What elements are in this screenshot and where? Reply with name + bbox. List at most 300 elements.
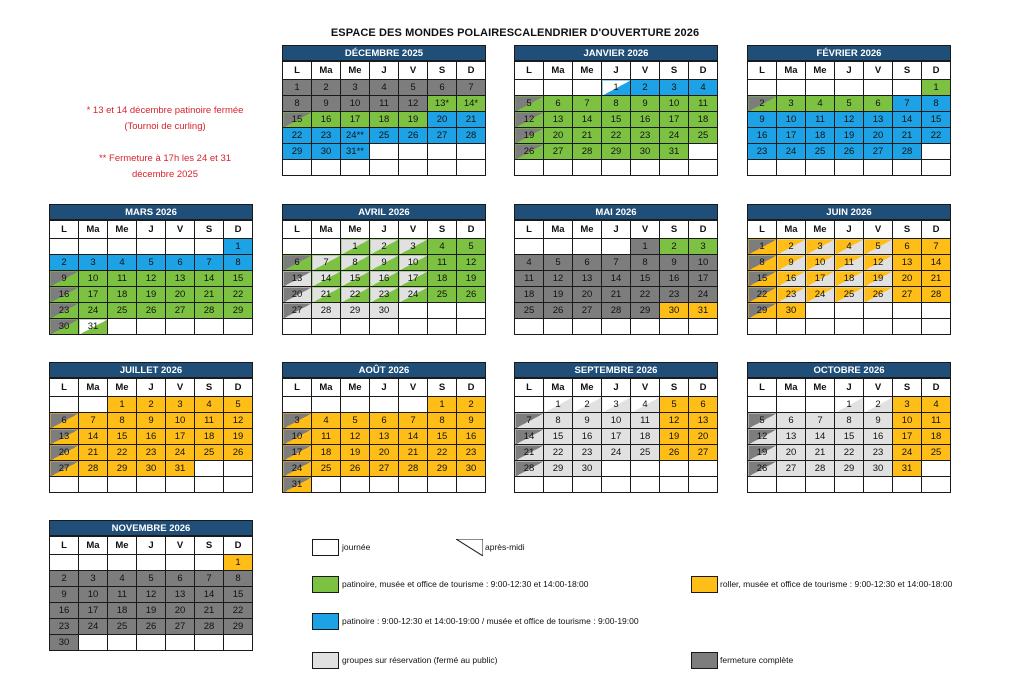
month-calendar: [514, 45, 718, 176]
weekday-label: V: [399, 379, 428, 397]
day-cell: 18: [835, 271, 864, 287]
day-cell: 13: [573, 271, 602, 287]
day-cell: 11: [428, 255, 457, 271]
day-cell: 17: [341, 112, 370, 128]
empty-cell: [283, 239, 312, 255]
day-cell: 25: [428, 287, 457, 303]
weekday-label: J: [602, 62, 631, 80]
day-cell: 23: [137, 445, 166, 461]
empty-cell: [777, 319, 806, 335]
day-cell: 17: [893, 429, 922, 445]
empty-cell: [370, 144, 399, 160]
day-cell: 24: [689, 287, 718, 303]
day-cell: 6: [370, 413, 399, 429]
day-cell: 27: [864, 144, 893, 160]
empty-cell: [806, 397, 835, 413]
day-cell: 3: [689, 239, 718, 255]
day-cell: 11: [631, 413, 660, 429]
empty-cell: [399, 477, 428, 493]
weekday-label: Me: [108, 379, 137, 397]
weekday-label: L: [515, 221, 544, 239]
day-cell: 22: [428, 445, 457, 461]
weekday-label: S: [428, 62, 457, 80]
day-cell: 4: [689, 80, 718, 96]
empty-cell: [399, 397, 428, 413]
empty-cell: [79, 397, 108, 413]
empty-cell: [806, 319, 835, 335]
day-cell: 21: [195, 603, 224, 619]
month-grid: [282, 220, 486, 335]
empty-cell: [312, 477, 341, 493]
day-cell: 8: [224, 255, 253, 271]
day-cell: 12: [137, 587, 166, 603]
day-cell: 22: [283, 128, 312, 144]
month-grid: [49, 378, 253, 493]
day-cell: 9: [137, 413, 166, 429]
day-cell: 29: [602, 144, 631, 160]
empty-cell: [195, 635, 224, 651]
day-cell: 4: [631, 397, 660, 413]
weekday-label: D: [457, 221, 486, 239]
day-cell: 1: [602, 80, 631, 96]
day-cell: 20: [50, 445, 79, 461]
weekday-label: V: [631, 62, 660, 80]
empty-cell: [544, 80, 573, 96]
legend-label-patinoire-musee: patinoire, musée et office de tourisme : 9:00-12:30 et 14:00-18:00: [342, 579, 589, 589]
day-cell: 31: [689, 303, 718, 319]
empty-cell: [428, 160, 457, 176]
day-cell: 23: [573, 445, 602, 461]
day-cell: 20: [689, 429, 718, 445]
weekday-label: Me: [806, 221, 835, 239]
empty-cell: [457, 144, 486, 160]
day-cell: 23: [312, 128, 341, 144]
day-cell: 2: [864, 397, 893, 413]
empty-cell: [137, 319, 166, 335]
day-cell: 7: [457, 80, 486, 96]
day-cell: 11: [108, 271, 137, 287]
empty-cell: [79, 239, 108, 255]
day-cell: 25: [806, 144, 835, 160]
day-cell: 5: [457, 239, 486, 255]
empty-cell: [573, 477, 602, 493]
day-cell: 11: [108, 587, 137, 603]
day-cell: 24: [283, 461, 312, 477]
day-cell: 13: [777, 429, 806, 445]
day-cell: 13: [283, 271, 312, 287]
day-cell: 3: [806, 239, 835, 255]
day-cell: 12: [660, 413, 689, 429]
weekday-label: L: [515, 62, 544, 80]
note-line: * 13 et 14 décembre patinoire fermée: [86, 105, 244, 116]
day-cell: 9: [50, 271, 79, 287]
day-cell: 16: [137, 429, 166, 445]
empty-cell: [835, 160, 864, 176]
day-cell: 7: [893, 96, 922, 112]
weekday-label: Me: [573, 62, 602, 80]
empty-cell: [515, 80, 544, 96]
day-cell: 28: [806, 461, 835, 477]
day-cell: 21: [312, 287, 341, 303]
day-cell: 3: [602, 397, 631, 413]
empty-cell: [79, 555, 108, 571]
day-cell: 18: [428, 271, 457, 287]
day-cell: 3: [777, 96, 806, 112]
weekday-label: J: [835, 379, 864, 397]
month-grid: [49, 220, 253, 335]
day-cell: 9: [573, 413, 602, 429]
weekday-label: D: [457, 62, 486, 80]
empty-cell: [864, 80, 893, 96]
day-cell: 26: [544, 303, 573, 319]
weekday-label: L: [748, 379, 777, 397]
day-cell: 3: [79, 571, 108, 587]
day-cell: 19: [137, 603, 166, 619]
day-cell: 1: [544, 397, 573, 413]
day-cell: 17: [399, 271, 428, 287]
day-cell: 19: [748, 445, 777, 461]
day-cell: 2: [573, 397, 602, 413]
empty-cell: [864, 160, 893, 176]
day-cell: 29: [428, 461, 457, 477]
day-cell: 20: [428, 112, 457, 128]
empty-cell: [428, 303, 457, 319]
month-header: NOVEMBRE 2026: [49, 520, 253, 536]
day-cell: 21: [515, 445, 544, 461]
day-cell: 19: [515, 128, 544, 144]
legend-label-patinoire-only: patinoire : 9:00-12:30 et 14:00-19:00 / musée et office de tourisme : 9:00-19:00: [342, 616, 639, 626]
weekday-label: Me: [108, 221, 137, 239]
legend-swatch-roller: [691, 576, 718, 593]
day-cell: 28: [573, 144, 602, 160]
day-cell: 10: [777, 112, 806, 128]
day-cell: 30: [312, 144, 341, 160]
day-cell: 6: [544, 96, 573, 112]
empty-cell: [341, 319, 370, 335]
weekday-label: D: [224, 537, 253, 555]
day-cell: 7: [806, 413, 835, 429]
weekday-label: D: [689, 221, 718, 239]
empty-cell: [515, 477, 544, 493]
empty-cell: [544, 477, 573, 493]
weekday-label: Me: [108, 537, 137, 555]
day-cell: 15: [108, 429, 137, 445]
day-cell: 24: [166, 445, 195, 461]
day-cell: 3: [166, 397, 195, 413]
day-cell: 8: [224, 571, 253, 587]
day-cell: 26: [835, 144, 864, 160]
weekday-label: L: [283, 379, 312, 397]
weekday-label: Ma: [777, 379, 806, 397]
day-cell: 31: [166, 461, 195, 477]
empty-cell: [108, 477, 137, 493]
day-cell: 14: [515, 429, 544, 445]
day-cell: 16: [370, 271, 399, 287]
day-cell: 7: [922, 239, 951, 255]
month-grid: [747, 220, 951, 335]
empty-cell: [544, 160, 573, 176]
day-cell: 22: [602, 128, 631, 144]
day-cell: 8: [631, 255, 660, 271]
month-calendar: [747, 362, 951, 493]
day-cell: 24: [806, 287, 835, 303]
day-cell: 23: [777, 287, 806, 303]
empty-cell: [108, 555, 137, 571]
day-cell: 23: [370, 287, 399, 303]
day-cell: 11: [515, 271, 544, 287]
day-cell: 17: [79, 603, 108, 619]
empty-cell: [399, 160, 428, 176]
day-cell: 14: [195, 587, 224, 603]
day-cell: 4: [370, 80, 399, 96]
weekday-label: V: [864, 62, 893, 80]
month-calendar: [747, 204, 951, 335]
day-cell: 19: [224, 429, 253, 445]
day-cell: 8: [544, 413, 573, 429]
day-cell: 28: [457, 128, 486, 144]
day-cell: 23: [50, 619, 79, 635]
empty-cell: [224, 477, 253, 493]
day-cell: 28: [312, 303, 341, 319]
weekday-label: V: [399, 62, 428, 80]
empty-cell: [922, 477, 951, 493]
weekday-label: V: [166, 379, 195, 397]
month-grid: [514, 220, 718, 335]
day-cell: 26: [137, 303, 166, 319]
month-grid: [514, 378, 718, 493]
weekday-label: Ma: [312, 379, 341, 397]
empty-cell: [864, 319, 893, 335]
day-cell: 4: [108, 571, 137, 587]
note-line: (Tournoi de curling): [124, 121, 206, 132]
day-cell: 15: [922, 112, 951, 128]
empty-cell: [224, 461, 253, 477]
day-cell: 15: [224, 271, 253, 287]
weekday-label: S: [893, 221, 922, 239]
day-cell: 5: [224, 397, 253, 413]
day-cell: 15: [224, 587, 253, 603]
day-cell: 4: [108, 255, 137, 271]
legend-swatch-fermeture: [691, 652, 718, 669]
day-cell: 14: [602, 271, 631, 287]
day-cell: 27: [166, 619, 195, 635]
day-cell: 1: [283, 80, 312, 96]
day-cell: 10: [602, 413, 631, 429]
day-cell: 9: [748, 112, 777, 128]
weekday-label: V: [631, 379, 660, 397]
empty-cell: [835, 303, 864, 319]
empty-cell: [922, 319, 951, 335]
month-calendar: [514, 362, 718, 493]
day-cell: 25: [108, 619, 137, 635]
weekday-label: S: [428, 379, 457, 397]
empty-cell: [602, 319, 631, 335]
day-cell: 21: [922, 271, 951, 287]
empty-cell: [108, 635, 137, 651]
weekday-label: S: [195, 537, 224, 555]
day-cell: 18: [806, 128, 835, 144]
weekday-label: Me: [341, 62, 370, 80]
day-cell: 26: [457, 287, 486, 303]
day-cell: 12: [864, 255, 893, 271]
day-cell: 4: [835, 239, 864, 255]
note-curling: [60, 103, 270, 135]
weekday-label: J: [137, 537, 166, 555]
empty-cell: [224, 319, 253, 335]
day-cell: 14: [806, 429, 835, 445]
empty-cell: [631, 477, 660, 493]
empty-cell: [166, 319, 195, 335]
day-cell: 16: [457, 429, 486, 445]
day-cell: 6: [50, 413, 79, 429]
empty-cell: [573, 239, 602, 255]
day-cell: 16: [631, 112, 660, 128]
day-cell: 26: [660, 445, 689, 461]
empty-cell: [370, 477, 399, 493]
empty-cell: [283, 160, 312, 176]
month-header: AVRIL 2026: [282, 204, 486, 220]
day-cell: 26: [515, 144, 544, 160]
empty-cell: [50, 477, 79, 493]
empty-cell: [922, 144, 951, 160]
empty-cell: [399, 319, 428, 335]
day-cell: 19: [137, 287, 166, 303]
day-cell: 15: [602, 112, 631, 128]
legend-label-journee: journée: [342, 542, 371, 552]
month-grid: [49, 536, 253, 651]
day-cell: 25: [835, 287, 864, 303]
day-cell: 29: [283, 144, 312, 160]
day-cell: 22: [341, 287, 370, 303]
empty-cell: [50, 397, 79, 413]
day-cell: 24: [79, 303, 108, 319]
day-cell: 23: [631, 128, 660, 144]
day-cell: 25: [515, 303, 544, 319]
day-cell: 9: [457, 413, 486, 429]
month-calendar: [282, 204, 486, 335]
day-cell: 3: [660, 80, 689, 96]
empty-cell: [689, 160, 718, 176]
day-cell: 20: [573, 287, 602, 303]
day-cell: 12: [515, 112, 544, 128]
empty-cell: [283, 319, 312, 335]
empty-cell: [195, 319, 224, 335]
day-cell: 9: [370, 255, 399, 271]
day-cell: 1: [922, 80, 951, 96]
day-cell: 2: [370, 239, 399, 255]
day-cell: 18: [108, 603, 137, 619]
day-cell: 13*: [428, 96, 457, 112]
day-cell: 20: [893, 271, 922, 287]
day-cell: 6: [864, 96, 893, 112]
day-cell: 24: [777, 144, 806, 160]
day-cell: 10: [399, 255, 428, 271]
day-cell: 24: [79, 619, 108, 635]
day-cell: 9: [777, 255, 806, 271]
empty-cell: [137, 555, 166, 571]
day-cell: 2: [777, 239, 806, 255]
weekday-label: Ma: [79, 221, 108, 239]
empty-cell: [777, 477, 806, 493]
day-cell: 7: [79, 413, 108, 429]
day-cell: 10: [660, 96, 689, 112]
day-cell: 22: [544, 445, 573, 461]
day-cell: 23: [748, 144, 777, 160]
empty-cell: [660, 477, 689, 493]
day-cell: 2: [50, 571, 79, 587]
day-cell: 20: [166, 603, 195, 619]
empty-cell: [835, 80, 864, 96]
day-cell: 30: [573, 461, 602, 477]
day-cell: 28: [893, 144, 922, 160]
empty-cell: [748, 80, 777, 96]
day-cell: 27: [428, 128, 457, 144]
day-cell: 1: [631, 239, 660, 255]
empty-cell: [806, 477, 835, 493]
day-cell: 28: [515, 461, 544, 477]
weekday-label: Ma: [79, 537, 108, 555]
empty-cell: [835, 319, 864, 335]
day-cell: 4: [922, 397, 951, 413]
day-cell: 8: [283, 96, 312, 112]
weekday-label: Ma: [544, 221, 573, 239]
day-cell: 17: [660, 112, 689, 128]
month-calendar: [282, 362, 486, 493]
day-cell: 28: [79, 461, 108, 477]
empty-cell: [312, 319, 341, 335]
day-cell: 16: [573, 429, 602, 445]
day-cell: 22: [835, 445, 864, 461]
day-cell: 21: [806, 445, 835, 461]
day-cell: 12: [835, 112, 864, 128]
day-cell: 30: [370, 303, 399, 319]
day-cell: 22: [224, 603, 253, 619]
day-cell: 2: [137, 397, 166, 413]
weekday-label: V: [631, 221, 660, 239]
empty-cell: [864, 303, 893, 319]
empty-cell: [166, 477, 195, 493]
day-cell: 22: [922, 128, 951, 144]
weekday-label: S: [195, 379, 224, 397]
day-cell: 24: [399, 287, 428, 303]
weekday-label: D: [922, 379, 951, 397]
day-cell: 31: [283, 477, 312, 493]
day-cell: 6: [573, 255, 602, 271]
day-cell: 13: [864, 112, 893, 128]
weekday-label: V: [864, 379, 893, 397]
weekday-label: Ma: [312, 62, 341, 80]
note-line: décembre 2025: [131, 169, 199, 180]
day-cell: 15: [631, 271, 660, 287]
weekday-label: J: [370, 379, 399, 397]
weekday-label: S: [893, 62, 922, 80]
day-cell: 5: [864, 239, 893, 255]
day-cell: 5: [137, 255, 166, 271]
day-cell: 11: [370, 96, 399, 112]
empty-cell: [108, 239, 137, 255]
empty-cell: [515, 160, 544, 176]
month-calendar: [49, 362, 253, 493]
month-header: OCTOBRE 2026: [747, 362, 951, 378]
day-cell: 23: [50, 303, 79, 319]
day-cell: 21: [602, 287, 631, 303]
day-cell: 10: [341, 96, 370, 112]
day-cell: 5: [660, 397, 689, 413]
empty-cell: [50, 239, 79, 255]
day-cell: 17: [79, 287, 108, 303]
month-grid: [514, 61, 718, 176]
day-cell: 16: [312, 112, 341, 128]
